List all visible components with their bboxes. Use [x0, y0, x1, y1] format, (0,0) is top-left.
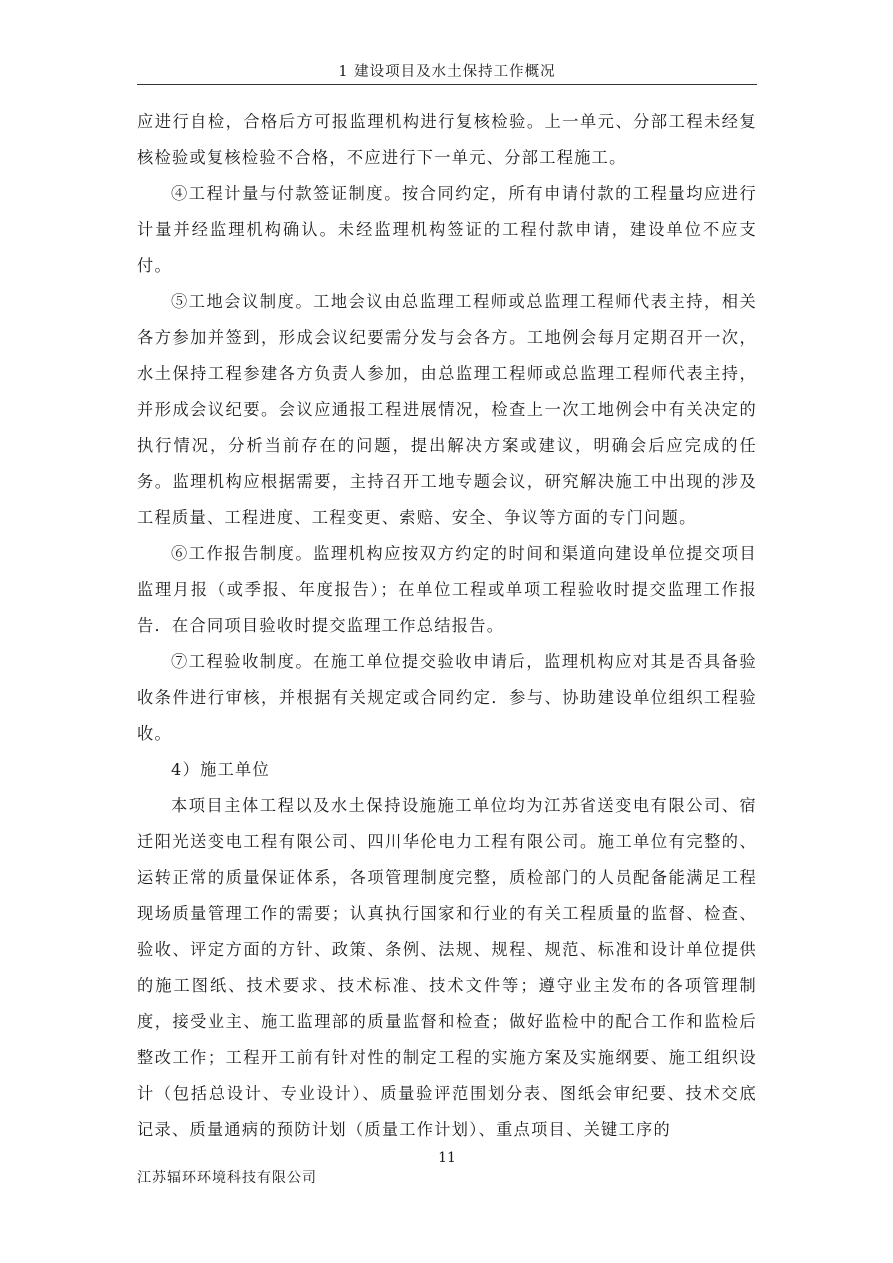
document-body — [137, 104, 757, 1148]
paragraph-site-meeting: ⑤工地会议制度。工地会议由总监理工程师或总监理工程师代表主持，相关各方参加并签到，形成会议纪要需分发与会各方。工地例会每月定期召开一次，水土保持工程参建各方负责人参加，由总监理工程师或总监理工程师代表主持，并形成会议纪要。会议应通报工程进展情况，检查上一次工地例会中有关决定的执行情况，分析当前存在的问题，提出解决方案或建议，明确会后应完成的任务。监理机构应根据需要，主持召开工地专题会议，研究解决施工中出现的涉及工程质量、工程进度、工程变更、索赔、安全、争议等方面的专门问题。 — [137, 292, 757, 527]
running-header: 1 建设项目及水土保持工作概况 — [338, 64, 556, 80]
paragraph-work-report: ⑥工作报告制度。监理机构应按双方约定的时间和渠道向建设单位提交项目监理月报（或季报、年度报告）；在单位工程或单项工程验收时提交监理工作报告．在合同项目验收时提交监理工作总结报告。 — [137, 544, 757, 635]
paragraph-continuation: 应进行自检，合格后方可报监理机构进行复核检验。上一单元、分部工程未经复核检验或复核检验不合格，不应进行下一单元、分部工程施工。 — [137, 112, 757, 167]
paragraph-acceptance: ⑦工程验收制度。在施工单位提交验收申请后，监理机构应对其是否具备验收条件进行审核，并根据有关规定或合同约定．参与、协助建设单位组织工程验收。 — [137, 652, 757, 743]
paragraph-construction-unit: 本项目主体工程以及水土保持设施施工单位均为江苏省送变电有限公司、宿迁阳光送变电工程有限公司、四川华伦电力工程有限公司。施工单位有完整的、运转正常的质量保证体系，各项管理制度完整，质检部门的人员配备能满足工程现场质量管理工作的需要；认真执行国家和行业的有关工程质量的监督、检查、验收、评定方面的方针、政策、条例、法规、规程、规范、标准和设计单位提供的施工图纸、技术要求、技术标准、技术文件等；遵守业主发布的各项管理制度，接受业主、施工监理部的质量监督和检查；做好监检中的配合工作和监检后整改工作；工程开工前有针对性的制定工程的实施方案及实施纲要、施工组织设计（包括总设计、专业设计）、质量验评范围划分表、图纸会审纪要、技术交底记录、质量通病的预防计划（质量工作计划）、重点项目、关键工序的 — [137, 796, 757, 1139]
footer-company: 江苏辐环环境科技有限公司 — [137, 1170, 317, 1186]
subsection-heading-construction-unit: 4）施工单位 — [171, 760, 271, 779]
header-divider — [137, 84, 757, 85]
paragraph-payment-certification: ④工程计量与付款签证制度。按合同约定，所有申请付款的工程量均应进行计量并经监理机构确认。未经监理机构签证的工程付款申请，建设单位不应支付。 — [137, 184, 757, 275]
page-number: 11 — [438, 1150, 456, 1166]
